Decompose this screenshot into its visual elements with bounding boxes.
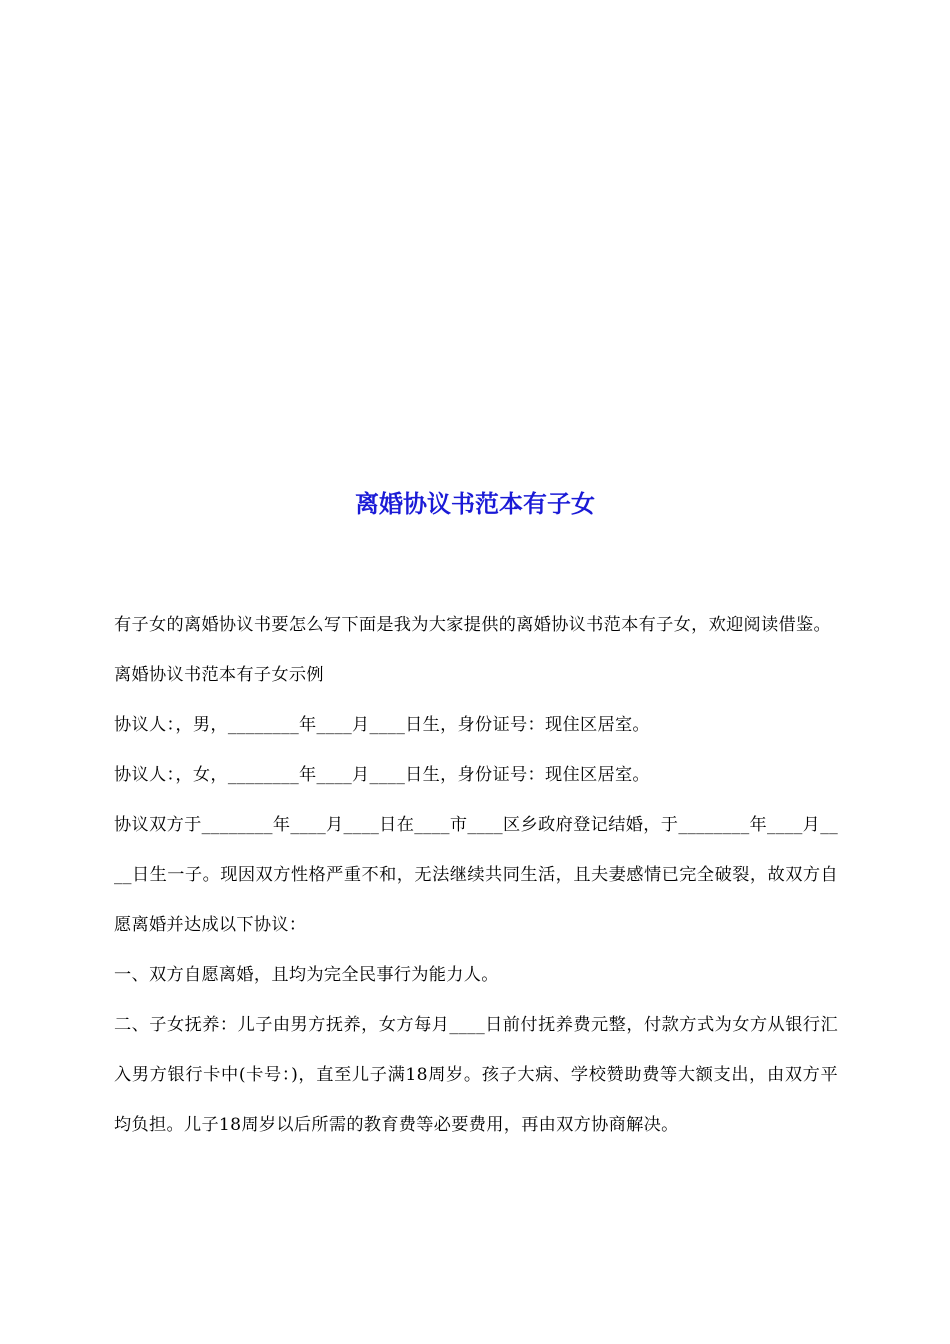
party-female-line: 协议人：，女，________年____月____日生，身份证号：现住区居室。 (114, 765, 650, 785)
section-heading: 离婚协议书范本有子女示例 (114, 665, 324, 685)
document-title: 离婚协议书范本有子女 (355, 490, 595, 518)
clause-two: 二、子女抚养：儿子由男方抚养，女方每月____日前付抚养费元整，付款方式为女方从银行汇入男方银行卡中(卡号：)，直至儿子满18周岁。孩子大病、学校赞助费等大额支出，由双方平均负担。儿子18周岁以后所需的教育费等必要费用，再由双方协商解决。 (114, 1015, 838, 1135)
marriage-statement-paragraph: 协议双方于________年____月____日在____市____区乡政府登记结婚，于________年____月____日生一子。现因双方性格严重不和，无法继续共同生活，且夫妻感情已完全破裂，故双方自愿离婚并达成以下协议： (114, 815, 838, 935)
document-body (114, 600, 838, 1150)
party-male-line: 协议人：，男，________年____月____日生，身份证号：现住区居室。 (114, 715, 650, 735)
clause-one: 一、双方自愿离婚，且均为完全民事行为能力人。 (114, 965, 499, 985)
intro-paragraph: 有子女的离婚协议书要怎么写下面是我为大家提供的离婚协议书范本有子女，欢迎阅读借鉴。 (114, 615, 831, 635)
